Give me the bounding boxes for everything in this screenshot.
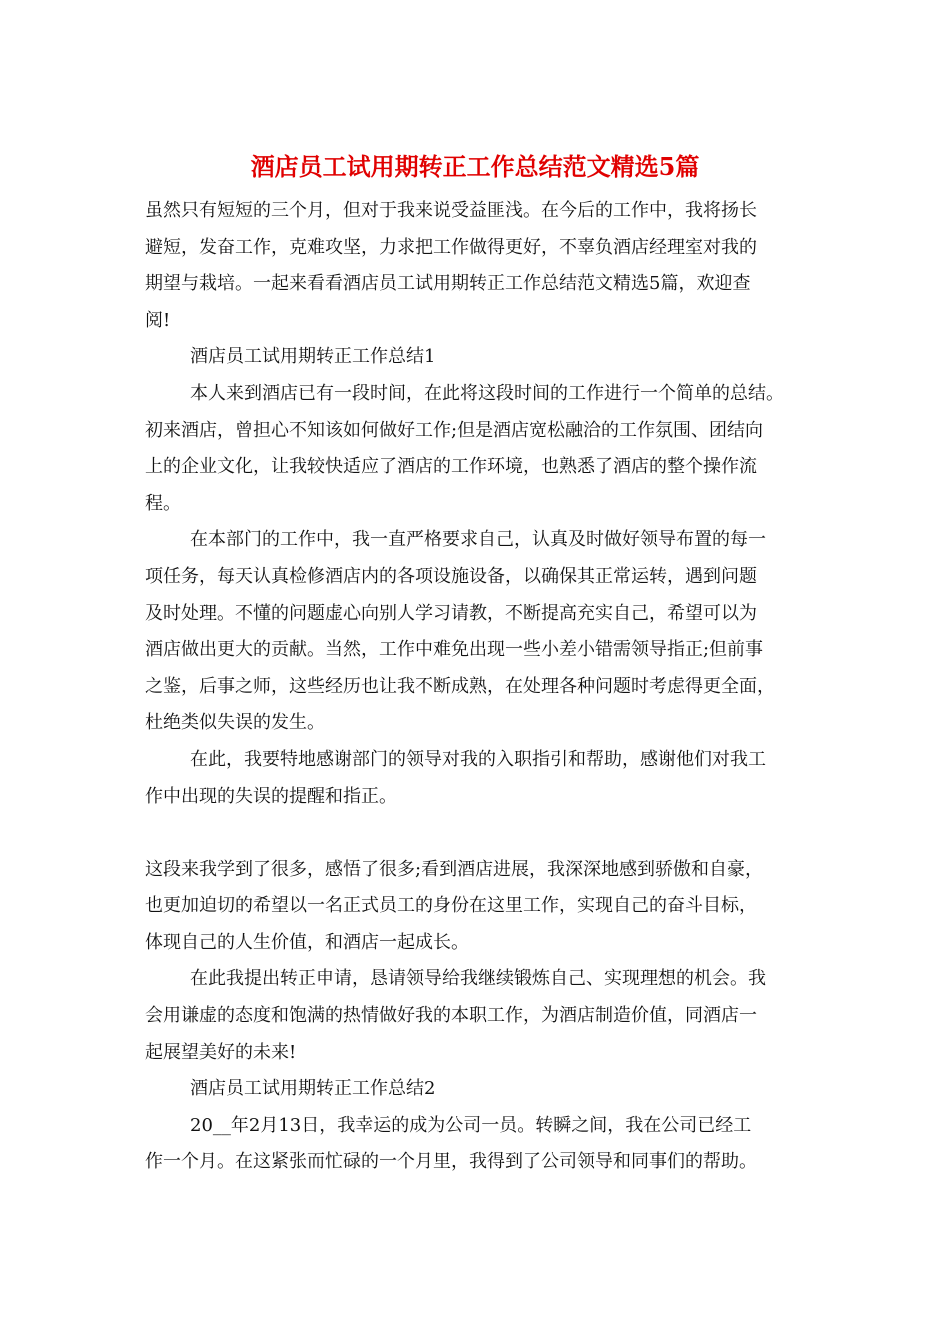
document-title: 酒店员工试用期转正工作总结范文精选5篇 (250, 152, 700, 181)
paragraph-line: 期望与栽培。一起来看看酒店员工试用期转正工作总结范文精选5篇，欢迎查 (145, 273, 751, 295)
blank-line (145, 815, 821, 852)
paragraph-line-indented: 在此我提出转正申请，恳请领导给我继续锻炼自己、实现理想的机会。我 (190, 968, 766, 990)
paragraph-line: 这段来我学到了很多，感悟了很多;看到酒店进展，我深深地感到骄傲和自豪， (145, 858, 764, 880)
paragraph-line: 体现自己的人生价值，和酒店一起成长。 (145, 931, 469, 953)
paragraph-line: 虽然只有短短的三个月，但对于我来说受益匪浅。在今后的工作中，我将扬长 (145, 200, 757, 221)
paragraph-line: 初来酒店，曾担心不知该如何做好工作;但是酒店宽松融洽的工作氛围、团结向 (145, 419, 764, 441)
paragraph-line: 之鉴，后事之师，这些经历也让我不断成熟，在处理各种问题时考虑得更全面， (145, 675, 775, 697)
paragraph-line-indented: 在本部门的工作中，我一直严格要求自己，认真及时做好领导布置的每一 (190, 529, 766, 551)
paragraph-line-indented: 20__年2月13日，我幸运的成为公司一员。转瞬之间，我在公司已经工 (190, 1114, 752, 1136)
paragraph-line: 会用谦虚的态度和饱满的热情做好我的本职工作，为酒店制造价值，同酒店一 (145, 1005, 757, 1027)
paragraph-line: 避短，发奋工作，克难攻坚，力求把工作做得更好，不辜负酒店经理室对我的 (145, 236, 757, 258)
paragraph-line: 程。 (145, 492, 181, 514)
paragraph-line: 作中出现的失误的提醒和指正。 (145, 785, 397, 807)
paragraph-line-indented: 酒店员工试用期转正工作总结1 (190, 346, 436, 368)
document-body (145, 193, 821, 1181)
paragraph-line: 阅! (145, 309, 171, 331)
paragraph-line: 起展望美好的未来! (145, 1041, 297, 1063)
paragraph-line-indented: 酒店员工试用期转正工作总结2 (190, 1078, 436, 1100)
paragraph-line: 杜绝类似失误的发生。 (145, 712, 325, 734)
paragraph-line: 及时处理。不懂的问题虚心向别人学习请教，不断提高充实自己，希望可以为 (145, 602, 757, 624)
paragraph-line: 也更加迫切的希望以一名正式员工的身份在这里工作，实现自己的奋斗目标， (145, 895, 757, 917)
paragraph-line: 项任务，每天认真检修酒店内的各项设施设备，以确保其正常运转，遇到问题 (145, 565, 757, 587)
paragraph-line: 酒店做出更大的贡献。当然，工作中难免出现一些小差小错需领导指正;但前事 (145, 639, 764, 661)
paragraph-line: 作一个月。在这紧张而忙碌的一个月里，我得到了公司领导和同事们的帮助。 (145, 1151, 757, 1173)
paragraph-line: 上的企业文化，让我较快适应了酒店的工作环境，也熟悉了酒店的整个操作流 (145, 456, 757, 478)
paragraph-line-indented: 本人来到酒店已有一段时间，在此将这段时间的工作进行一个简单的总结。 (190, 382, 784, 404)
paragraph-line-indented: 在此，我要特地感谢部门的领导对我的入职指引和帮助，感谢他们对我工 (190, 748, 766, 770)
